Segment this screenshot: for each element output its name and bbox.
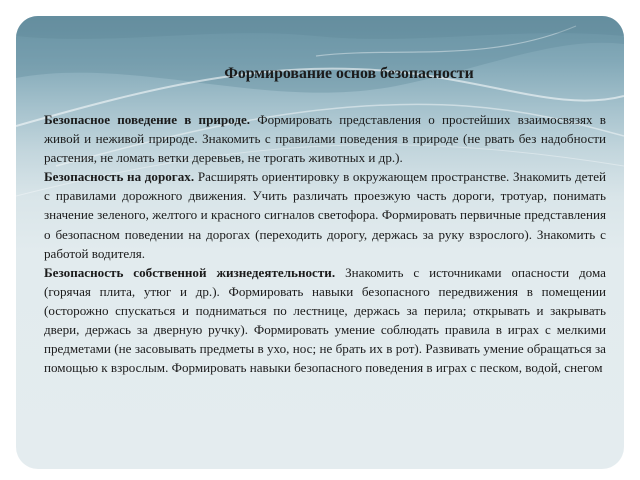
section-heading: Безопасное поведение в природе.: [44, 112, 251, 127]
section-heading: Безопасность на дорогах.: [44, 169, 195, 185]
section-text: Знакомить с источниками опасности дома (горячая плита, утюг и др.). Формировать навыки безопасного передвижения в помещении (осторожно спускаться и подниматься по лестнице, держась за перила; открывать и закрывать двери, держась за дверную ручку). Формировать умение соблюдать правила в играх с мелкими предметами (не засовывать предметы в ухо, нос; не брать их в рот). Развивать умение обращаться за помощью к взрослым. Формировать навыки безопасного поведения в играх с песком, водой, снегом: [44, 264, 606, 376]
page-title: Формирование основ безопасности: [224, 65, 474, 82]
section-roads: [44, 167, 606, 262]
section-personal-safety: [44, 263, 606, 378]
background-panel: [16, 16, 624, 469]
content: [44, 64, 606, 377]
section-nature: [44, 110, 606, 167]
section-heading: Безопасность собственной жизнедеятельности.: [44, 264, 336, 280]
section-text: Расширять ориентировку в окружающем пространстве. Знакомить детей с правилами дорожного движения. Учить различать проезжую часть дороги, тротуар, понимать значение зеленого, желтого и красного сигналов светофора. Формировать первичные представления о безопасном поведении на дорогах (переходить дорогу, держась за руку взрослого). Знакомить с работой водителя.: [44, 169, 607, 261]
section-text: Формировать представления о простейших взаимосвязях в живой и неживой природе. Знакомить с правилами поведения в природе (не рвать без надобности растения, не ломать ветки деревьев, не трогать животных и др.).: [44, 112, 606, 166]
